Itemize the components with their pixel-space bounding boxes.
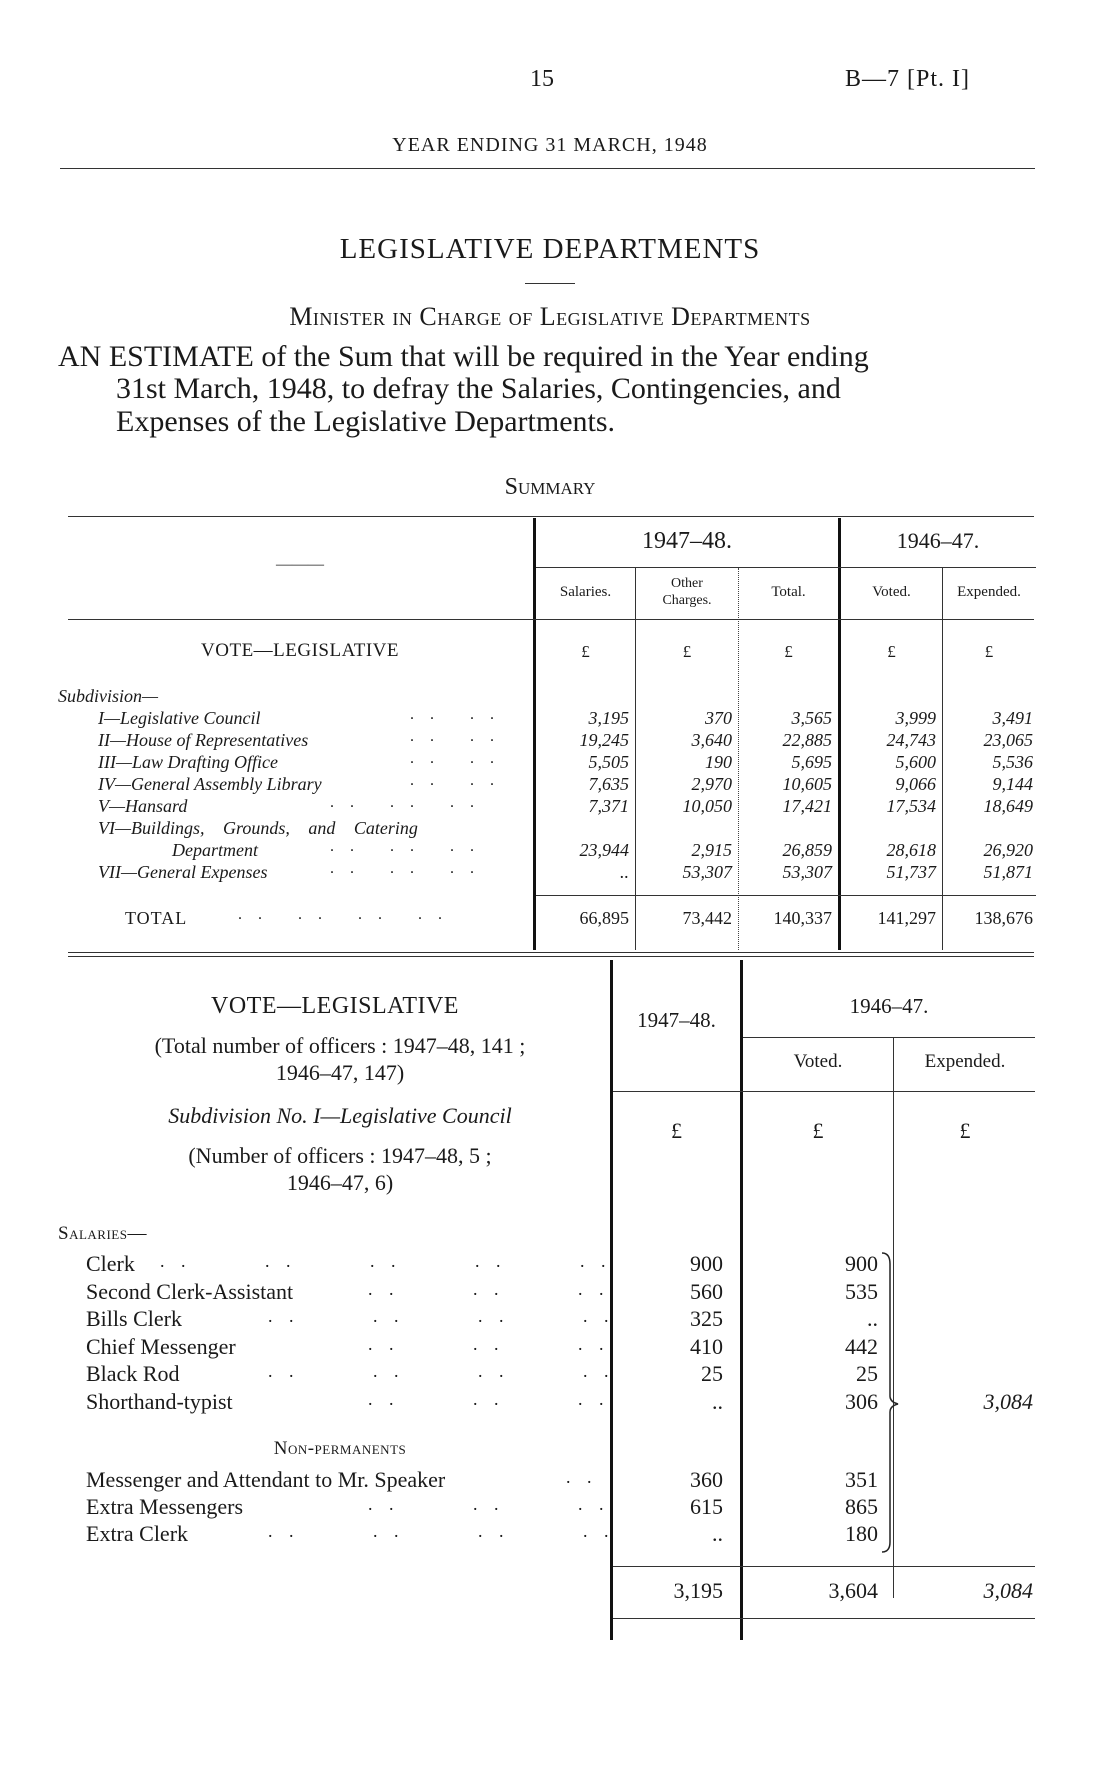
row-label: V—Hansard xyxy=(98,796,188,816)
cell-total: 3,565 xyxy=(791,708,832,728)
row-label: Messenger and Attendant to Mr. Speaker xyxy=(86,1467,446,1492)
leader-dots: . . . . . . xyxy=(368,1279,610,1299)
row-label: Extra Clerk xyxy=(86,1521,189,1546)
title-rule xyxy=(525,283,575,284)
cell-voted: 24,743 xyxy=(886,730,936,750)
cell-salaries: 3,195 xyxy=(588,708,629,728)
cell-expended: 18,649 xyxy=(983,796,1033,816)
col-other-2: Charges. xyxy=(662,593,712,608)
total-1947: 3,195 xyxy=(673,1578,723,1603)
cell-total: 53,307 xyxy=(782,862,832,882)
cell-other: 2,970 xyxy=(691,774,732,794)
detail-officers-line-1: (Total number of officers : 1947–48, 141 ; xyxy=(154,1033,526,1058)
detail-total-rule xyxy=(613,1566,1035,1567)
currency-symbol: £ xyxy=(959,1118,971,1143)
cell-salaries: 23,944 xyxy=(579,840,629,860)
currency-symbol: £ xyxy=(984,642,994,661)
detail-head-rule xyxy=(743,1037,1035,1038)
non-permanents-heading: Non-permanents xyxy=(273,1438,407,1459)
summary-heading: Summary xyxy=(504,474,596,500)
col-expended: Expended. xyxy=(957,584,1021,600)
header-rule xyxy=(60,168,1035,169)
cell-total: 10,605 xyxy=(782,774,832,794)
page-number: 15 xyxy=(530,66,554,92)
detail-sub-officers-line-1: (Number of officers : 1947–48, 5 ; xyxy=(188,1143,492,1168)
cell-total: 17,421 xyxy=(782,796,832,816)
cell-1947: 360 xyxy=(690,1467,723,1492)
currency-symbol: £ xyxy=(784,642,793,661)
leader-dots: . . . . . . . . . . xyxy=(160,1251,612,1271)
department-title: LEGISLATIVE DEPARTMENTS xyxy=(339,233,761,265)
leader-dots: . . . . . . xyxy=(368,1389,610,1409)
cell-other: 2,915 xyxy=(691,840,732,860)
total-expended: 3,084 xyxy=(983,1578,1033,1603)
cell-1947: 25 xyxy=(701,1361,723,1386)
cell-1947: .. xyxy=(712,1389,723,1414)
cell-expended: 51,871 xyxy=(983,862,1033,882)
cell-expended: 3,491 xyxy=(992,708,1033,728)
row-label: III—Law Drafting Office xyxy=(98,752,278,772)
year-heading: YEAR ENDING 31 MARCH, 1948 xyxy=(392,134,708,156)
row-label: Shorthand-typist xyxy=(86,1389,233,1414)
leader-dots: . . . . . . xyxy=(368,1334,610,1354)
cell-1947: 325 xyxy=(690,1306,723,1331)
document-reference: B—7 [Pt. I] xyxy=(845,66,970,92)
row-label: Bills Clerk xyxy=(86,1306,182,1331)
cell-total: 26,859 xyxy=(782,840,832,860)
cell-expended: 23,065 xyxy=(983,730,1033,750)
detail-officers-line-2: 1946–47, 147) xyxy=(275,1060,405,1085)
row-label-continued: Department xyxy=(172,840,258,860)
leader-dots: . . . . xyxy=(410,750,500,767)
cell-voted: 25 xyxy=(856,1361,878,1386)
col-voted: Voted. xyxy=(872,584,911,600)
estimate-line-3: Expenses of the Legislative Departments. xyxy=(116,405,616,438)
total-salaries: 66,895 xyxy=(579,908,629,928)
detail-vote-heading: VOTE—LEGISLATIVE xyxy=(211,993,459,1019)
currency-symbol: £ xyxy=(812,1118,824,1143)
col-other-1: Other xyxy=(671,576,703,591)
cell-1947: 410 xyxy=(690,1334,723,1359)
cell-total: 22,885 xyxy=(782,730,832,750)
estimate-line-1: AN ESTIMATE of the Sum that will be required in the Year ending xyxy=(58,340,869,373)
row-label: IV—General Assembly Library xyxy=(98,774,322,794)
cell-salaries: .. xyxy=(620,862,629,882)
detail-sub-officers-line-2: 1946–47, 6) xyxy=(286,1170,394,1195)
leader-dots: . . . . . . . . xyxy=(238,906,448,923)
summary-top-rule xyxy=(68,516,1034,517)
cell-1947: 615 xyxy=(690,1494,723,1519)
row-label: Extra Messengers xyxy=(86,1494,244,1519)
summary-head-rule xyxy=(536,567,1036,568)
cell-1947: 900 xyxy=(690,1251,723,1276)
cell-voted: 9,066 xyxy=(895,774,936,794)
row-label: VI—Buildings, Grounds, and Catering xyxy=(98,818,418,838)
summary-total-rule xyxy=(536,895,1036,896)
cell-salaries: 5,505 xyxy=(588,752,629,772)
cell-voted: 351 xyxy=(845,1467,878,1492)
estimate-line-2: 31st March, 1948, to defray the Salaries, Contingencies, and xyxy=(116,372,841,405)
cell-voted: 535 xyxy=(845,1279,878,1304)
currency-symbol: £ xyxy=(887,642,896,661)
cell-total: 5,695 xyxy=(791,752,832,772)
leader-dots: . . . . . . . . xyxy=(268,1306,615,1326)
cell-voted: 3,999 xyxy=(895,708,936,728)
cell-other: 190 xyxy=(705,752,732,772)
cell-salaries: 7,371 xyxy=(588,796,629,816)
total-total: 140,337 xyxy=(773,908,832,928)
summary-colhead-rule xyxy=(68,619,1034,620)
detail-col-expended: Expended. xyxy=(924,1051,1006,1072)
cell-voted: 900 xyxy=(845,1251,878,1276)
summary-head-1947: 1947–48. xyxy=(642,528,732,554)
cell-voted: 442 xyxy=(845,1334,878,1359)
col-salaries: Salaries. xyxy=(559,584,612,600)
total-other: 73,442 xyxy=(682,908,732,928)
row-label: Second Clerk-Assistant xyxy=(86,1279,294,1304)
cell-other: 3,640 xyxy=(691,730,732,750)
row-label: Black Rod xyxy=(86,1361,180,1386)
cell-1947: .. xyxy=(712,1521,723,1546)
detail-head-1946: 1946–47. xyxy=(849,994,929,1018)
row-label: II—House of Representatives xyxy=(98,730,309,750)
summary-bottom-rule xyxy=(68,952,1034,957)
cell-expended: 5,536 xyxy=(992,752,1033,772)
detail-head-1947: 1947–48. xyxy=(637,1008,716,1032)
summary-vote-label: VOTE—LEGISLATIVE xyxy=(201,640,399,661)
detail-col-voted: Voted. xyxy=(793,1051,843,1072)
leader-dots: . . . . . . xyxy=(368,1494,610,1514)
row-label: Clerk xyxy=(86,1251,135,1276)
currency-symbol: £ xyxy=(581,642,590,661)
leader-dots: . . . . . . . . xyxy=(268,1521,615,1541)
leader-dots: . . . . xyxy=(410,728,500,745)
row-label: Chief Messenger xyxy=(86,1334,236,1359)
row-label: I—Legislative Council xyxy=(98,708,261,728)
cell-other: 53,307 xyxy=(682,862,732,882)
cell-salaries: 7,635 xyxy=(588,774,629,794)
cell-expended: 9,144 xyxy=(992,774,1033,794)
cell-voted: 51,737 xyxy=(886,862,936,882)
cell-voted: 28,618 xyxy=(886,840,936,860)
summary-head-1946: 1946–47. xyxy=(896,528,980,553)
detail-subdivision: Subdivision No. I—Legislative Council xyxy=(168,1103,512,1128)
total-expended: 138,676 xyxy=(974,908,1033,928)
detail-bottom-rule xyxy=(613,1618,1035,1619)
cell-voted: .. xyxy=(867,1306,878,1331)
col-total: Total. xyxy=(771,584,806,600)
leader-dots: . . xyxy=(566,1467,598,1487)
currency-symbol: £ xyxy=(671,1118,682,1143)
total-voted: 3,604 xyxy=(828,1578,878,1603)
currency-symbol: £ xyxy=(682,642,692,661)
subdivision-label: Subdivision— xyxy=(58,686,159,706)
summary-stub-dash: ——— xyxy=(276,556,324,573)
cell-1947: 560 xyxy=(690,1279,723,1304)
total-voted: 141,297 xyxy=(877,908,936,928)
minister-line: Minister in Charge of Legislative Departments xyxy=(289,302,811,331)
cell-voted: 865 xyxy=(845,1494,878,1519)
cell-voted: 306 xyxy=(845,1389,878,1414)
leader-dots: . . . . . . xyxy=(330,838,480,855)
cell-other: 10,050 xyxy=(682,796,732,816)
expended-bracket-value: 3,084 xyxy=(983,1389,1033,1414)
leader-dots: . . . . xyxy=(410,772,500,789)
leader-dots: . . . . . . . . xyxy=(268,1361,615,1381)
detail-colhead-rule xyxy=(613,1091,1035,1092)
salaries-heading: Salaries— xyxy=(58,1223,147,1244)
row-label: VII—General Expenses xyxy=(98,862,268,882)
cell-expended: 26,920 xyxy=(983,840,1033,860)
cell-voted: 5,600 xyxy=(895,752,936,772)
cell-voted: 180 xyxy=(845,1521,878,1546)
cell-voted: 17,534 xyxy=(886,796,936,816)
cell-other: 370 xyxy=(705,708,732,728)
total-label: TOTAL xyxy=(125,908,188,928)
leader-dots: . . . . . . xyxy=(330,860,480,877)
leader-dots: . . . . . . xyxy=(330,794,480,811)
cell-salaries: 19,245 xyxy=(579,730,629,750)
leader-dots: . . . . xyxy=(410,706,500,723)
